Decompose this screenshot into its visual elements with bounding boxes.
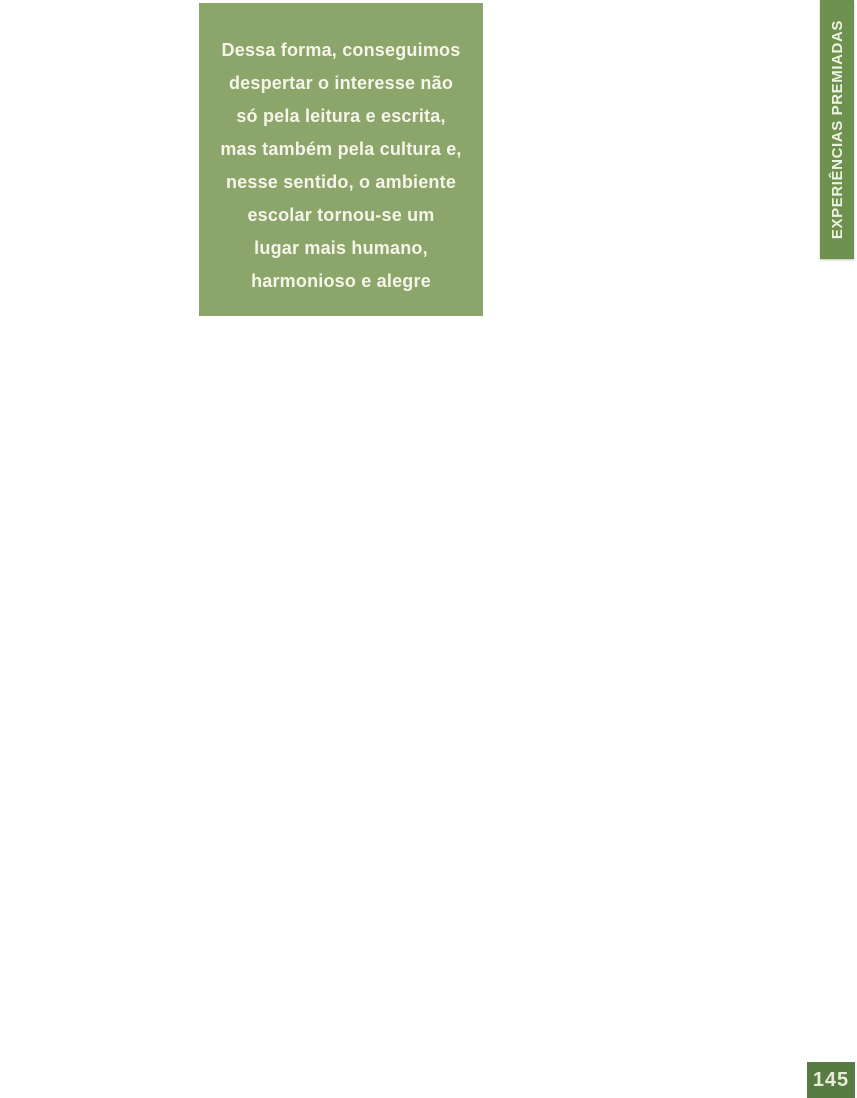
quote-line: só pela leitura e escrita, — [236, 106, 446, 126]
quote-line: Dessa forma, conseguimos — [221, 40, 461, 60]
page-number-box — [807, 1062, 855, 1098]
pull-quote-box — [199, 3, 483, 316]
quote-line: harmonioso e alegre — [251, 271, 431, 291]
quote-line: nesse sentido, o ambiente — [225, 172, 457, 192]
quote-line: mas também pela cultura e, — [220, 139, 462, 159]
section-tab-label: EXPERIÊNCIAS PREMIADAS — [828, 19, 846, 240]
quote-line: despertar o interesse não — [228, 73, 454, 93]
quote-line: lugar mais humano, — [254, 238, 428, 258]
section-tab-experiencias-premiadas — [820, 0, 854, 259]
page-number: 145 — [812, 1068, 850, 1091]
quote-line: escolar tornou-se um — [247, 205, 435, 225]
